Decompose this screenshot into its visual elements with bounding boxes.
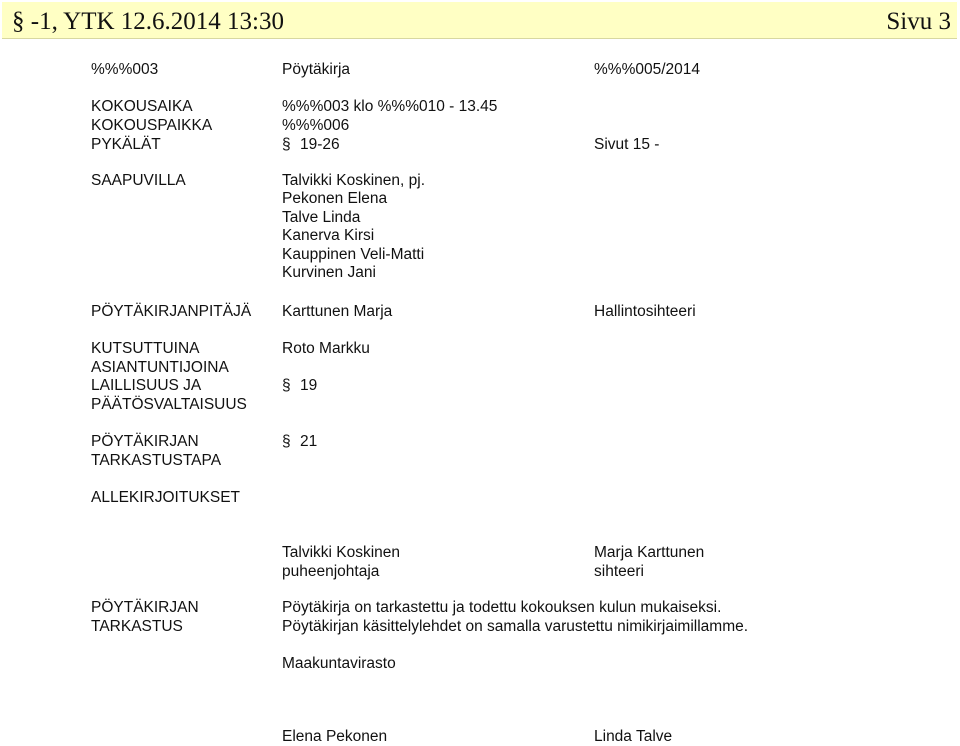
tarkastus-label [91,598,199,636]
pykalat-label: PYKÄLÄT [91,136,161,153]
label-line: PÖYTÄKIRJAN [91,433,199,450]
pykalat-range: 19-26 [300,136,340,153]
pykalat-value [282,135,340,154]
laillisuus-label [91,376,247,414]
poytakirjanpitaja-title: Hallintosihteeri [594,303,696,320]
checker-name: Linda Talve [594,728,673,745]
member-name: Talve Linda [282,208,361,226]
saapuvilla-label: SAAPUVILLA [91,172,186,189]
kokouspaikka-label: KOKOUSPAIKKA [91,117,213,134]
tarkastus-place: Maakuntavirasto [282,655,396,672]
doc-id: %%%003 [91,61,159,78]
kutsuttuina-label [91,339,229,377]
member-name: Talvikki Koskinen, pj. [282,172,426,189]
signer-role: sihteeri [594,563,644,580]
label-line: TARKASTUS [91,618,183,635]
header-page-number: Sivu 3 [886,8,951,35]
section-sign: § [282,377,291,394]
kutsuttuina-value: Roto Markku [282,340,370,357]
label-line: TARKASTUSTAPA [91,452,222,469]
section-sign: § [282,433,291,450]
allekirjoitukset-label: ALLEKIRJOITUKSET [91,489,241,506]
pykalat-pages: Sivut 15 - [594,136,660,153]
signer-secretary [594,543,704,581]
laillisuus-section: 19 [300,377,318,394]
kokousaika-label: KOKOUSAIKA [91,98,193,115]
label-line: PÖYTÄKIRJAN [91,599,199,616]
kokousaika-value: %%%003 klo %%%010 - 13.45 [282,98,498,115]
signer-name: Marja Karttunen [594,544,705,561]
page-header-bar [2,2,957,39]
tarkastustapa-value [282,432,317,451]
member-name: Kanerva Kirsi [282,227,375,245]
doc-type: Pöytäkirja [282,61,351,78]
signer-name: Talvikki Koskinen [282,544,401,561]
label-line: PÄÄTÖSVALTAISUUS [91,396,247,413]
tarkastus-line: Pöytäkirja on tarkastettu ja todettu kokouksen kulun mukaiseksi. [282,599,722,616]
kokouspaikka-value: %%%006 [282,117,350,134]
tarkastustapa-label [91,432,221,470]
laillisuus-value [282,376,317,395]
member-name: Kauppinen Veli-Matti [282,245,425,263]
tarkastus-line: Pöytäkirjan käsittelylehdet on samalla varustettu nimikirjaimillamme. [282,618,749,635]
label-line: ASIANTUNTIJOINA [91,359,229,376]
header-section-date: § -1, YTK 12.6.2014 13:30 [12,8,284,35]
checker-name: Elena Pekonen [282,728,388,745]
poytakirjanpitaja-name: Karttunen Marja [282,303,393,320]
section-sign: § [282,136,291,153]
member-name: Pekonen Elena [282,190,388,208]
signer-role: puheenjohtaja [282,563,380,580]
saapuvilla-members [282,171,425,281]
tarkastus-text [282,598,748,636]
signer-chair [282,543,400,581]
poytakirjanpitaja-label: PÖYTÄKIRJANPITÄJÄ [91,303,252,320]
label-line: LAILLISUUS JA [91,377,202,394]
member-name: Kurvinen Jani [282,263,376,281]
label-line: KUTSUTTUINA [91,340,200,357]
doc-number: %%%005/2014 [594,61,700,78]
tarkastustapa-section: 21 [300,433,318,450]
